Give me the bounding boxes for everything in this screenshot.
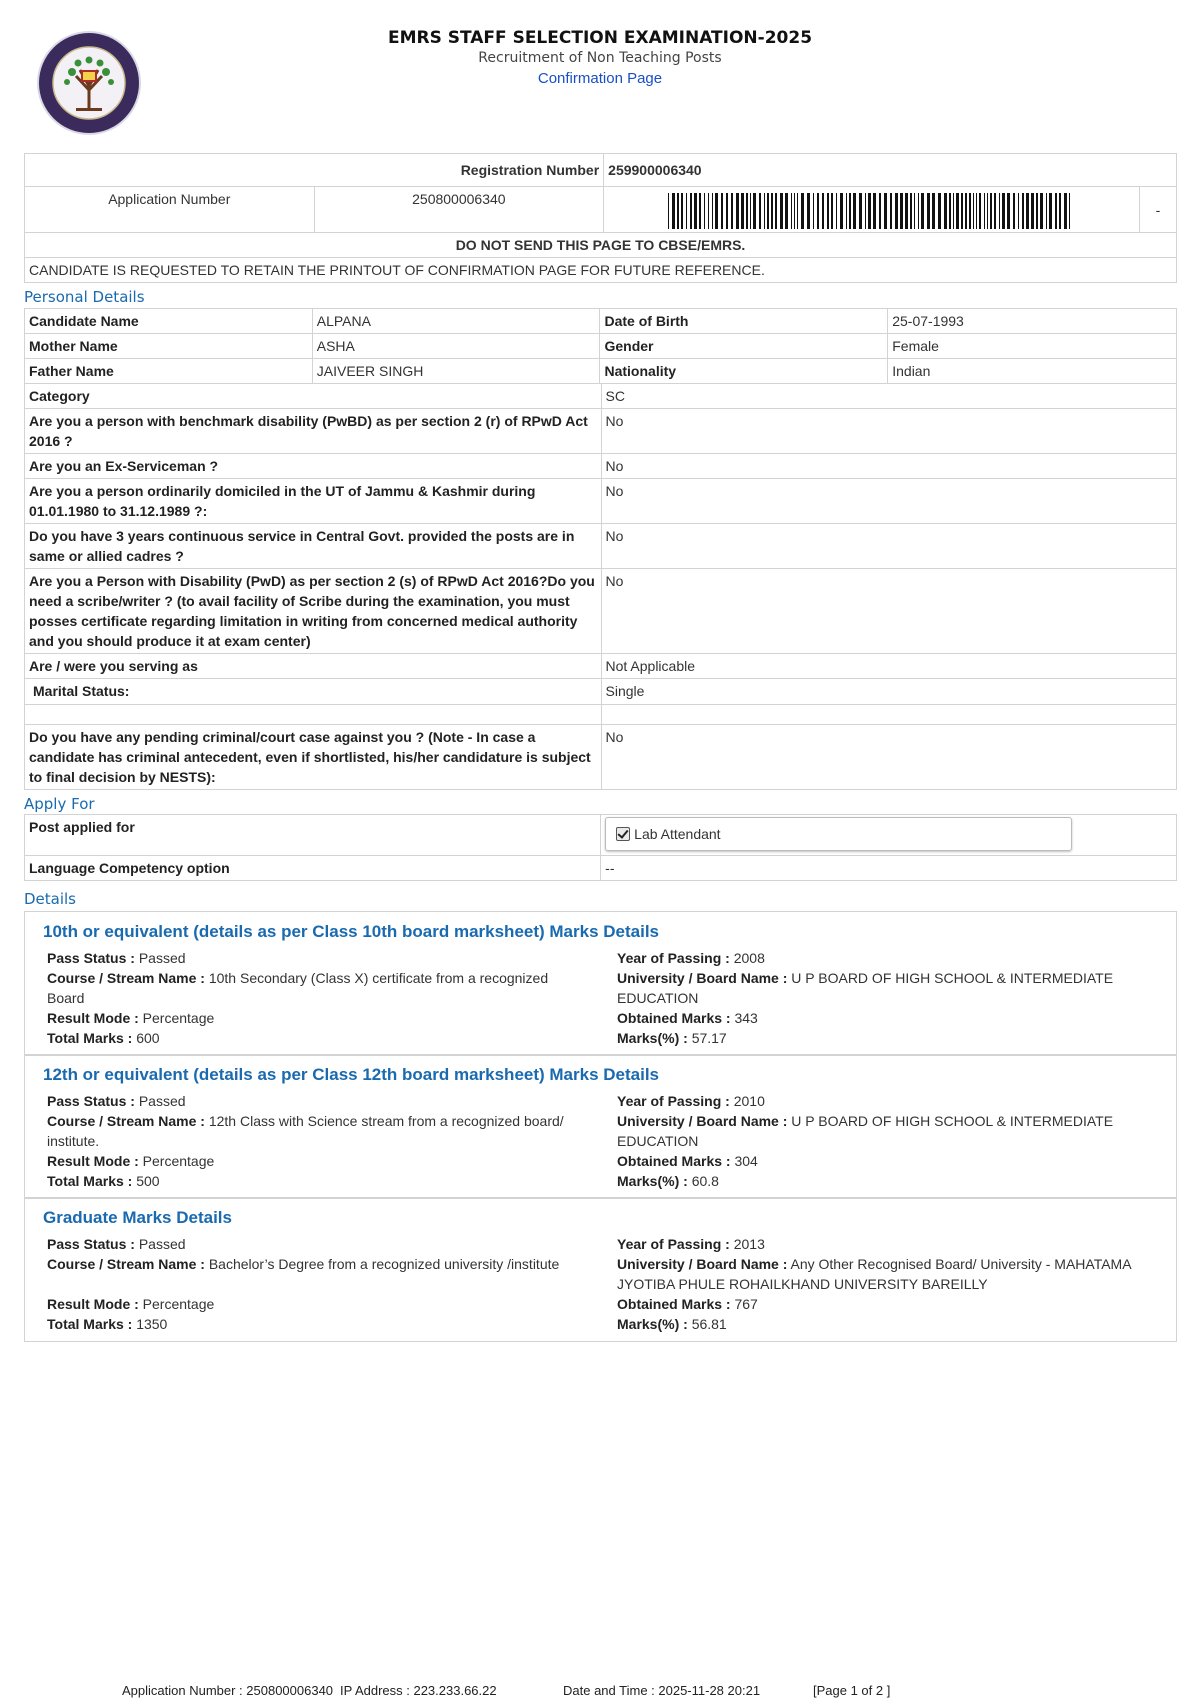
ex-serviceman-answer: No	[601, 454, 1177, 479]
gender-value: Female	[888, 334, 1177, 359]
registration-table	[24, 153, 1177, 283]
university-label: University / Board Name :	[617, 1113, 788, 1129]
total-marks-value: 600	[136, 1030, 160, 1046]
pwbd-answer: No	[601, 409, 1177, 454]
central-govt-service-answer: No	[601, 524, 1177, 569]
table-row	[25, 815, 1177, 856]
graduate-right-column	[617, 1234, 1157, 1334]
course-label: Course / Stream Name :	[47, 1113, 205, 1129]
page-header	[380, 28, 820, 87]
marks-percent-value: 56.81	[691, 1316, 727, 1332]
barcode-cell	[604, 187, 1140, 233]
obtained-marks-label: Obtained Marks :	[617, 1296, 731, 1312]
personal-details-table	[24, 308, 1177, 384]
footer-date-time: Date and Time : 2025-11-28 20:21	[563, 1683, 761, 1698]
criminal-case-answer: No	[601, 725, 1177, 790]
table-row	[25, 524, 1177, 569]
emrs-logo-icon	[36, 30, 142, 136]
category-value: SC	[601, 384, 1177, 409]
application-number-value: 250800006340	[314, 187, 604, 233]
pass-status-value: Passed	[138, 1093, 186, 1109]
course-value: 12th Class with Science stream from a recognized board/ institute.	[47, 1113, 564, 1149]
marks-percent-label: Marks(%) :	[617, 1030, 688, 1046]
table-row	[25, 454, 1177, 479]
language-competency-label: Language Competency option	[25, 856, 601, 881]
table-row	[25, 679, 1177, 705]
class-12-marks-block	[24, 1054, 1177, 1199]
mother-name-label: Mother Name	[25, 334, 313, 359]
class-12-right-column	[617, 1091, 1157, 1191]
father-name-label: Father Name	[25, 359, 313, 384]
marital-status-label: Marital Status:	[25, 679, 602, 705]
father-name-value: JAIVEER SINGH	[312, 359, 600, 384]
dob-value: 25-07-1993	[888, 309, 1177, 334]
application-number-label: Application Number	[25, 187, 315, 233]
class-10-marks-block	[24, 911, 1177, 1056]
obtained-marks-value: 343	[734, 1010, 758, 1026]
total-marks-label: Total Marks :	[47, 1173, 133, 1189]
marks-percent-value: 57.17	[691, 1030, 727, 1046]
course-label: Course / Stream Name :	[47, 970, 205, 986]
total-marks-label: Total Marks :	[47, 1316, 133, 1332]
table-row	[25, 309, 1177, 334]
total-marks-label: Total Marks :	[47, 1030, 133, 1046]
footer-ip-address: IP Address : 223.233.66.22	[340, 1683, 497, 1698]
pwd-scribe-question: Are you a Person with Disability (PwD) as per section 2 (s) of RPwD Act 2016?Do you need a scribe/writer ? (to avail facility of Scribe during the examination, you must posses certificate regarding limitation in writing from concerned medical authority and you should produce it at exam center)	[25, 569, 602, 654]
pwd-scribe-answer: No	[601, 569, 1177, 654]
table-row	[25, 334, 1177, 359]
marks-percent-value: 60.8	[691, 1173, 719, 1189]
obtained-marks-value: 767	[734, 1296, 758, 1312]
barcode-dash: -	[1140, 187, 1177, 233]
nationality-label: Nationality	[600, 359, 888, 384]
graduate-left-column	[47, 1234, 587, 1334]
course-label: Course / Stream Name :	[47, 1256, 205, 1272]
marks-percent-label: Marks(%) :	[617, 1316, 688, 1332]
eligibility-table	[24, 383, 1177, 790]
graduate-marks-block	[24, 1197, 1177, 1342]
table-row	[25, 725, 1177, 790]
footer-page-number: [Page 1 of 2 ]	[813, 1683, 891, 1698]
confirmation-label: Confirmation Page	[537, 70, 663, 87]
result-mode-label: Result Mode :	[47, 1153, 139, 1169]
class-10-left-column	[47, 948, 567, 1048]
year-label: Year of Passing :	[617, 1236, 730, 1252]
retain-printout-notice: CANDIDATE IS REQUESTED TO RETAIN THE PRINTOUT OF CONFIRMATION PAGE FOR FUTURE REFERENCE.	[25, 258, 1177, 283]
result-mode-value: Percentage	[142, 1296, 215, 1312]
footer-application-number: Application Number : 250800006340	[122, 1683, 334, 1698]
exam-subtitle: Recruitment of Non Teaching Posts	[478, 50, 722, 66]
class-10-right-column	[617, 948, 1157, 1048]
year-value: 2008	[733, 950, 765, 966]
language-competency-value: --	[601, 856, 1177, 881]
result-mode-label: Result Mode :	[47, 1010, 139, 1026]
pass-status-value: Passed	[138, 1236, 186, 1252]
checkbox-checked-icon[interactable]	[616, 827, 630, 841]
pass-status-label: Pass Status :	[47, 950, 135, 966]
pwbd-question: Are you a person with benchmark disability (PwBD) as per section 2 (r) of RPwD Act 2016 ?	[25, 409, 602, 454]
central-govt-service-question: Do you have 3 years continuous service in Central Govt. provided the posts are in same or allied cadres ?	[25, 524, 602, 569]
do-not-send-notice: DO NOT SEND THIS PAGE TO CBSE/EMRS.	[25, 233, 1177, 258]
table-row	[25, 654, 1177, 679]
pass-status-value: Passed	[138, 950, 186, 966]
marital-status-value: Single	[601, 679, 1177, 705]
apply-for-heading: Apply For	[24, 795, 95, 813]
obtained-marks-label: Obtained Marks :	[617, 1010, 731, 1026]
registration-number-value: 259900006340	[604, 154, 1177, 187]
criminal-case-question: Do you have any pending criminal/court case against you ? (Note - In case a candidate has criminal antecedent, even if shortlisted, his/her candidature is subject to final decision by NESTS):	[25, 725, 602, 790]
dob-label: Date of Birth	[600, 309, 888, 334]
jk-domicile-answer: No	[601, 479, 1177, 524]
total-marks-value: 500	[136, 1173, 160, 1189]
category-label: Category	[25, 384, 602, 409]
total-marks-value: 1350	[136, 1316, 168, 1332]
university-value: U P BOARD OF HIGH SCHOOL & INTERMEDIATE EDUCATION	[617, 1113, 1114, 1149]
university-value: Any Other Recognised Board/ University - MAHATAMA JYOTIBA PHULE ROHAILKHAND UNIVERSITY BAREILLY	[617, 1256, 1131, 1292]
result-mode-value: Percentage	[142, 1153, 215, 1169]
post-applied-value: Lab Attendant	[634, 826, 721, 842]
personal-details-heading: Personal Details	[24, 288, 145, 306]
gender-label: Gender	[600, 334, 888, 359]
mother-name-value: ASHA	[312, 334, 600, 359]
result-mode-label: Result Mode :	[47, 1296, 139, 1312]
details-heading: Details	[24, 890, 77, 908]
post-applied-cell	[601, 815, 1177, 856]
class-12-left-column	[47, 1091, 567, 1191]
pass-status-label: Pass Status :	[47, 1093, 135, 1109]
university-value: U P BOARD OF HIGH SCHOOL & INTERMEDIATE EDUCATION	[617, 970, 1114, 1006]
graduate-marks-title: Graduate Marks Details	[43, 1208, 232, 1227]
jk-domicile-question: Are you a person ordinarily domiciled in the UT of Jammu & Kashmir during 01.01.1980 to 31.12.1989 ?:	[25, 479, 602, 524]
post-applied-box	[605, 817, 1072, 851]
university-label: University / Board Name :	[617, 970, 788, 986]
candidate-name-value: ALPANA	[312, 309, 600, 334]
table-row	[25, 359, 1177, 384]
table-row	[25, 409, 1177, 454]
course-value: Bachelor’s Degree from a recognized university /institute	[208, 1256, 560, 1272]
registration-number-label: Registration Number	[25, 154, 604, 187]
obtained-marks-value: 304	[734, 1153, 758, 1169]
nationality-value: Indian	[888, 359, 1177, 384]
year-label: Year of Passing :	[617, 950, 730, 966]
pass-status-label: Pass Status :	[47, 1236, 135, 1252]
serving-as-label: Are / were you serving as	[25, 654, 602, 679]
exam-title: EMRS STAFF SELECTION EXAMINATION-2025	[387, 28, 813, 48]
table-row	[25, 569, 1177, 654]
barcode-icon	[668, 193, 1078, 231]
table-row	[25, 705, 1177, 725]
year-value: 2013	[733, 1236, 765, 1252]
table-row	[25, 479, 1177, 524]
course-value: 10th Secondary (Class X) certificate from a recognized Board	[47, 970, 549, 1006]
marks-percent-label: Marks(%) :	[617, 1173, 688, 1189]
candidate-name-label: Candidate Name	[25, 309, 313, 334]
result-mode-value: Percentage	[142, 1010, 215, 1026]
apply-for-table	[24, 814, 1177, 881]
year-label: Year of Passing :	[617, 1093, 730, 1109]
serving-as-value: Not Applicable	[601, 654, 1177, 679]
post-applied-label: Post applied for	[25, 815, 601, 856]
class-12-marks-title: 12th or equivalent (details as per Class 12th board marksheet) Marks Details	[43, 1065, 660, 1084]
year-value: 2010	[733, 1093, 765, 1109]
table-row	[25, 384, 1177, 409]
ex-serviceman-question: Are you an Ex-Serviceman ?	[25, 454, 602, 479]
university-label: University / Board Name :	[617, 1256, 788, 1272]
class-10-marks-title: 10th or equivalent (details as per Class 10th board marksheet) Marks Details	[43, 922, 660, 941]
table-row	[25, 856, 1177, 881]
obtained-marks-label: Obtained Marks :	[617, 1153, 731, 1169]
